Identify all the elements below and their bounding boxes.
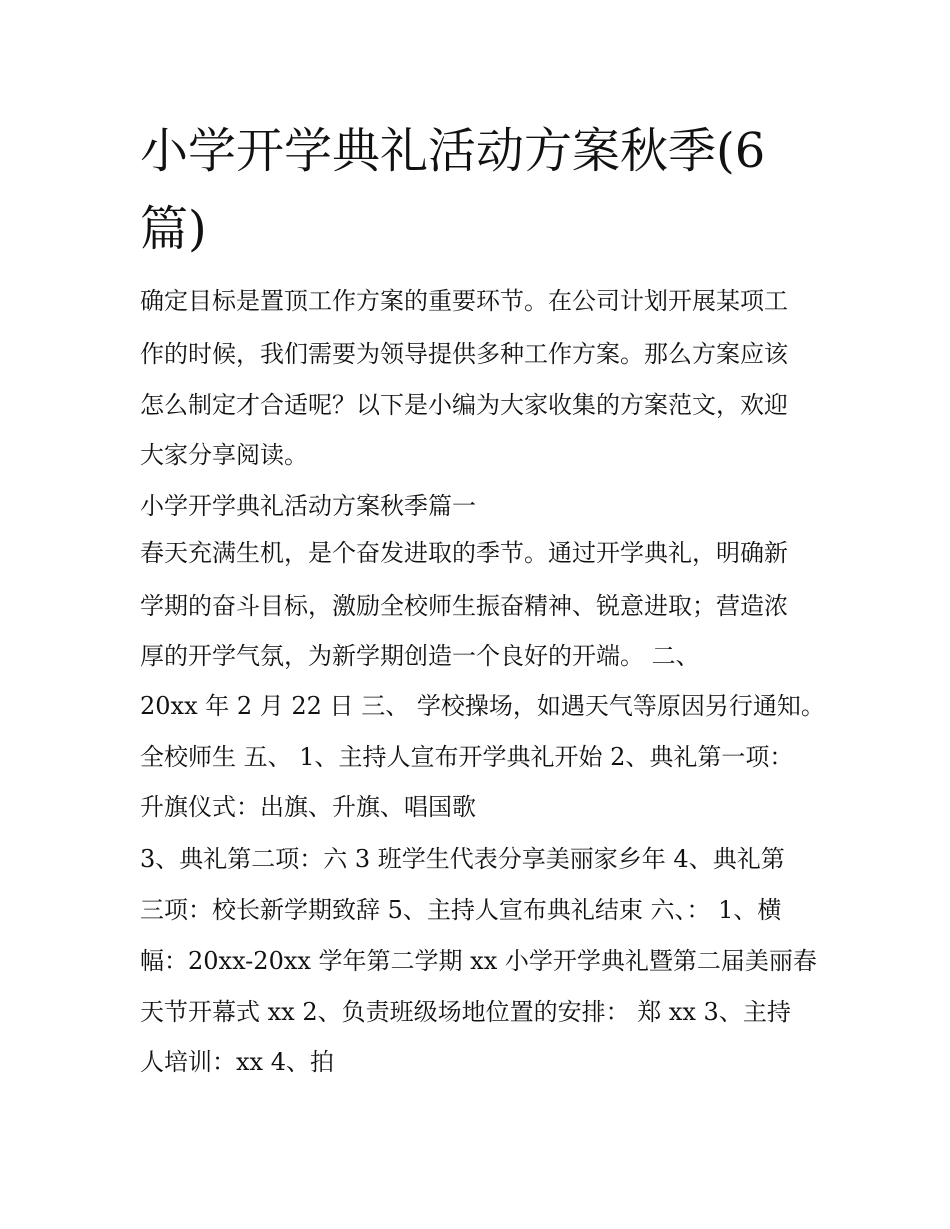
paragraph-line: 确定目标是置顶工作方案的重要环节。在公司计划开展某项工 <box>140 287 788 315</box>
document-title: 小学开学典礼活动方案秋季(6篇) <box>140 123 766 257</box>
paragraph-line: 三项：校长新学期致辞 5、主持人宣布典礼结束 六、： 1、横 <box>140 896 782 924</box>
paragraph-line: 升旗仪式：出旗、升旗、唱国歌 <box>140 793 476 821</box>
paragraph-line: 怎么制定才合适呢？以下是小编为大家收集的方案范文，欢迎 <box>140 391 788 419</box>
paragraph-line: 20xx 年 2 月 22 日 三、 学校操场，如遇天气等原因另行通知。 <box>140 692 825 720</box>
paragraph-line: 全校师生 五、 1、主持人宣布开学典礼开始 2、典礼第一项： <box>140 743 794 771</box>
paragraph-line: 春天充满生机，是个奋发进取的季节。通过开学典礼，明确新 <box>140 539 788 567</box>
paragraph-line: 大家分享阅读。 <box>140 441 308 469</box>
paragraph-line: 幅：20xx-20xx 学年第二学期 xx 小学开学典礼暨第二届美丽春 <box>140 947 817 975</box>
paragraph-line: 学期的奋斗目标，激励全校师生振奋精神、锐意进取；营造浓 <box>140 592 788 620</box>
paragraph-line: 天节开幕式 xx 2、负责班级场地位置的安排： 郑 xx 3、主持 <box>140 998 791 1026</box>
paragraph-line: 人培训：xx 4、拍 <box>140 1048 334 1076</box>
section-heading: 小学开学典礼活动方案秋季篇一 <box>140 492 476 520</box>
paragraph-line: 厚的开学气氛，为新学期创造一个良好的开端。 二、 <box>140 642 700 670</box>
paragraph-line: 3、典礼第二项：六 3 班学生代表分享美丽家乡年 4、典礼第 <box>140 845 785 873</box>
paragraph-line: 作的时候，我们需要为领导提供多种工作方案。那么方案应该 <box>140 340 788 368</box>
